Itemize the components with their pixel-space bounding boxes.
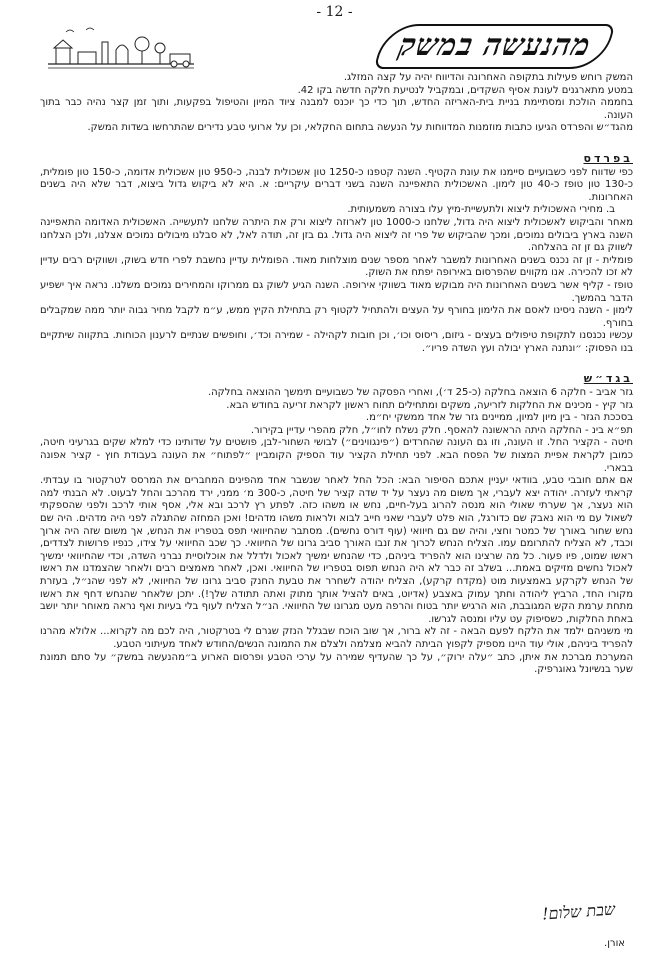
author-name: אורן. (604, 938, 625, 949)
intro-line: בחממה הולכת ומסתיימת בניית בית-האריזה החדש, תוך כדי כך יוכנס למבנה ציוד המיון והטיפול בפקעות, ותוך זמן קצר נהיה כבר בתוך העונה. (40, 97, 633, 121)
pardes-paragraph: פומלית - זן זה נכנס בשנים האחרונות למשבר לאחר מספר שנים מוצלחות מאוד. הפומלית עדיין נחשבת לפרי חדש בשוק, ושווקים רבים עדיין לא זכו להכירה. אנו מקווים שהפרסום באירופה יפתח את השוק. (40, 254, 633, 279)
page-number: - 12 - (316, 4, 353, 20)
gadash-paragraph: בסככת הגזר - בין מיון למיון, ממיינים גזר של אחד ממשקי יח״מ. (365, 412, 633, 424)
gadash-paragraph: המערכת מברכת את איתן, כתב ״עלה ירוק״, על כך שהעדיף שמירה על ערכי הטבע ופרסום הארוע ב״מהנעשה במשק״ על סתם תמונת שער בנשיונל גאוגרפיק. (40, 651, 633, 676)
pardes-paragraph: לימון - השנה ניסינו לאסם את הלימון בחורף על העצים ולהתחיל לקטוף רק בתחילת הקיץ ממש, ע״מ לקבל מחיר גבוה יותר ממה שמקבלים בחורף. (40, 305, 633, 329)
signature-greeting: שבת שלום! (541, 899, 616, 924)
gadash-paragraph: תפ״א בינ - החלקה היתה הראשונה להאסף. חלק נשלח לחו״ל, חלק מהפרי עדיין בקירור. (250, 424, 633, 436)
pardes-paragraph: כפי שדווח לפני כשבועיים סיימנו את עונת הקטיף. השנה קטפנו כ-1250 טון אשכולית לבנה, כ-950 טון אשכולית אדומה, כ-150 טון פומלית, כ-130 טון טופז כ-40 טון לימון. האשכולית התאפיינה השנה בשני דברים עיקריים: א. היא לא ביקוש גדול ביצוא, דבר שלא היה בשנים האחרונות. (40, 166, 633, 203)
gadash-paragraph: אם אתם חובבי טבע, בוודאי יעניין אתכם הסיפור הבא: הכל החל לאחר שנשבר אחד מהפינים המחברים את המרסס לטרקטור בו עבדתי. קראתי לעזרה. יהודה יצא לעברי, אך משום מה נעצר על יד שדה קציר של חיטה, כ-300 מ׳ ממני, ירד מהרכב והחל לבעוט. לא הבנתי למה הוא נעצר, אך שערתי שאולי הוא מנסה להרוג בעל-חיים, נחש או משהו כזה. לפתע רץ לרכב ובא אלי, אסף אותי לרכב ולפני שהספקתי לשאול עם מי הוא נאבק שם כדורגל, הוא פלט לעברי שאני חייב לבוא ולראות משהו מדהים! ואכן המחזה שהתגלה לפני היה מדהים. היה שם נחש שחור באורך של כמטר וחצי, והיה שם גם חיוואי (עוף דורס נחשים). מסתבר שהחיוואי תפס בטפריו את הנחש, אך משום שזה היה ארוך וכבד, לא הצליח להתרומם עמו. הצליח הנחש לכרוך את זנבו האורך סביב גרונו של החיוואי. כך שכב החיוואי על צידו, כנפיו פרושות לצדדים, ראשו שמוט, פיו פעור. כל מה שרצינו הוא להפריד ביניהם, כדי שהנחש ימשיך לאכול ולדלל את אוכלוסיית נברני השדה, וכדי שהחיוואי ימשיך לאכול נחשים מזיקים באמת... בשלב זה כבר לא היה הנחש תפוס בטפריו של החיוואי. ואכן, לאחר מאמצים רבים ולאחר שהצמדנו את ראשו של הנחש לקרקע באמצעות מוט (מקדח קרקע), הצליח יהודה לשחרר את טבעת החנק סביב גרונו של החיוואי, לא לפני שהנ״ל, בעזרת מקורו החד, הרביץ ליהודה וחתך עמוק באצבע (אדיוט, באים להציל אותך מתוק ואתה תתודה שלך!). יתכן שלאחר שהנחש דחף את ראשו מתחת ערמת הקש המגובבת, הוא הרגיש יותר בטוח והרפה מעט מגרונו של החיוואי. הנ״ל הצליח לעוף בלי בעיות ואף נראה מאוחר יותר יושב באחת החלקות, כשסיפוק עט עליו ומנסה לגרשו. (40, 475, 634, 625)
pardes-paragraph: עכשיו נכנסנו לתקופת טיפולים בעצים - גיזום, ריסוס וכו׳, וכן חובות לקהילה - שמירה וכד׳, וחופשים שנתיים לרענון הכוחות. בתקווה שיתקיים בנו הפסוק: ״ונתנה הארץ יבולה ועץ השדה פריו״. (40, 330, 633, 354)
pardes-paragraph: ב. מחירי האשכולית ליצוא ולתעשיית-מיץ עלו בצורה משמעותית. (347, 204, 615, 216)
article-body (40, 72, 633, 677)
intro-line: המשק רוחש פעילות בתקופה האחרונה והדיווח יהיה על קצה המזלג. (343, 72, 633, 83)
pardes-paragraph: טופז - קליף אשר בשנים האחרונות היה מבוקש מאוד בשווקי אירופה. השנה הגיע לשוק גם ממרוקו והמחירים נמוכים משלנו. נראה איך ישפיע הדבר בהמשך. (40, 279, 633, 304)
gadash-paragraph: מי משניהם ילמד את הלקח לפעם הבאה - זה לא ברור, אך שוב הוכח שבגלל הנזק שגרם לי בטרקטור, היה לכם מה לקרוא... אלולא מהרנו להפריד ביניהם, אולי עוד היינו מספיק לקפוץ הביתה להביא מצלמה ולצלם את התמונה הנשים/החודש לאחד מעיתוני הטבע. (40, 626, 633, 650)
intro-line: במטע מתארגנים לעונת אסיף השקדים, ובמקביל לנטיעת חלקה חדשה בקו 42. (297, 84, 633, 96)
masthead (40, 14, 630, 80)
gadash-paragraph: גזר אביב - חלקה 6 הוצאה בחלקה (כ-25 ד׳), ואחרי הפסקה של כשבועיים תימשך ההוצאה בחלקה. (207, 387, 633, 399)
pardes-paragraph: מאחר והביקוש לאשכולית ליצוא היה גדול, שלחנו כ-1000 טון לארוזה ליצוא ורק את היתרה שלחנו לתעשייה. האשכולית האדומה התאפיינה השנה בארץ ביבולים נמוכים, ומכך שהביקוש של פרי זה ליצוא היה גדול. גם בזן זה, תודה לאל, לא סבלנו מיבולים נמוכים אצלנו, ולכן הצלחנו לשווק גם זן זה בהצלחה. (40, 216, 633, 254)
section-heading-gadash: בגד״ש (583, 372, 633, 386)
section-heading-pardes: בפרדס (583, 151, 633, 165)
newsletter-title: מהנעשה במשק (374, 24, 615, 69)
gadash-paragraph: חיטה - הקציר החל. זו העונה, וזו גם העונה שהחרדים (״פינגווינים״) לבושי השחור-לבן, פושטים על שדותינו כדי למלא שקים בגרעיני חיטה, כמובן לקראת אפיית המצות של הפסח הבא. לפני תחילת הקציר עוד הספיק הקומביין ״לפתוח״ את העונה בעבודת חוץ - קציר אפונה בבארי. (40, 437, 633, 474)
intro-line: מהגד״ש והפרדס הגיעו כתבות מוזמנות המדווחות על הנעשה בתחום החקלאי, וכן על ארועי טבע נדירים שהתרחשו בשדות המשק. (87, 122, 633, 134)
signoff (475, 899, 625, 958)
gadash-paragraph: גזר קיץ - מכינים את החלקות לזריעה, משקים ומתחילים תחוח ראשון לקראת זריעה בחודש הבא. (226, 399, 633, 411)
farm-landscape-illustration (46, 20, 196, 70)
